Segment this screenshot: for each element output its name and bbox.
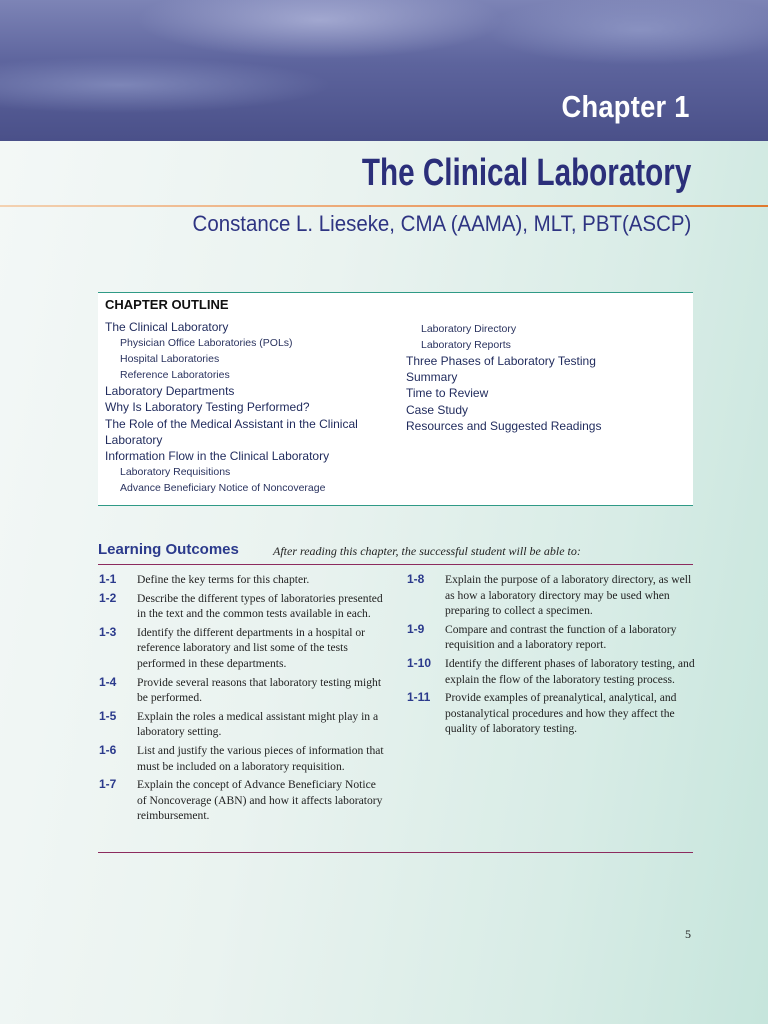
- outline-heading: CHAPTER OUTLINE: [105, 297, 229, 312]
- outline-item: Time to Review: [406, 386, 489, 401]
- outcome-number: 1-11: [407, 690, 431, 705]
- outcome-text: Identify the different phases of laboratory testing, and explain the flow of the laboratory testing process.: [445, 656, 695, 686]
- learning-outcome-item: [98, 591, 388, 622]
- outline-column-left: [105, 319, 395, 496]
- outline-subitem: Reference Laboratories: [120, 369, 230, 382]
- outline-item: The Clinical Laboratory: [105, 320, 229, 334]
- outcome-number: 1-4: [99, 674, 117, 689]
- outcomes-column-right: [406, 572, 696, 740]
- chapter-title: The Clinical Laboratory: [361, 152, 691, 194]
- learning-outcome-item: [98, 777, 388, 824]
- outcome-text: Identify the different departments in a hospital or reference laboratory and list some of the tests performed in these departments.: [137, 625, 366, 670]
- outcome-number: 1-1: [99, 572, 117, 586]
- learning-outcome-item: [406, 690, 696, 737]
- learning-outcome-item: [98, 675, 388, 706]
- outcome-number: 1-6: [99, 742, 117, 757]
- learning-outcome-item: [98, 572, 388, 588]
- outline-subitem: Laboratory Requisitions: [120, 466, 231, 479]
- outcome-text: Compare and contrast the function of a laboratory requisition and a laboratory report.: [445, 622, 677, 652]
- chapter-banner: [0, 0, 768, 141]
- outcomes-column-left: [98, 572, 388, 827]
- learning-outcome-item: [98, 625, 388, 672]
- outline-subitem: Hospital Laboratories: [120, 353, 220, 366]
- outcome-text: Explain the roles a medical assistant might play in a laboratory setting.: [137, 709, 379, 739]
- outline-item: Case Study: [406, 402, 469, 417]
- outcome-text: List and justify the various pieces of information that must be included on a laboratory requisition.: [137, 743, 384, 773]
- learning-outcomes-bottom-rule: [98, 852, 693, 853]
- outcome-text: Provide several reasons that laboratory testing might be performed.: [137, 675, 382, 705]
- outcome-text: Define the key terms for this chapter.: [137, 573, 310, 586]
- outline-subitem: Laboratory Directory: [421, 323, 517, 335]
- outline-item: The Role of the Medical Assistant in the Clinical Laboratory: [105, 416, 358, 447]
- outline-item: Three Phases of Laboratory Testing: [406, 354, 596, 368]
- outline-item: Summary: [406, 370, 458, 385]
- learning-outcomes-heading: Learning Outcomes: [98, 541, 239, 558]
- author-line: Constance L. Lieseke, CMA (AAMA), MLT, PBT(ASCP): [192, 211, 691, 236]
- outcome-text: Explain the purpose of a laboratory directory, as well as how a laboratory directory may be used when preparing to collect a specimen.: [445, 573, 692, 618]
- page-number: 5: [685, 927, 691, 941]
- learning-outcome-item: [406, 622, 696, 653]
- title-divider: [0, 205, 768, 207]
- outline-item: Why Is Laboratory Testing Performed?: [105, 400, 310, 415]
- outcome-number: 1-3: [99, 624, 117, 639]
- outline-item: Laboratory Departments: [105, 384, 235, 399]
- learning-outcomes-subtitle: After reading this chapter, the successful student will be able to:: [273, 544, 581, 558]
- outline-subitem: Physician Office Laboratories (POLs): [120, 337, 293, 350]
- learning-outcome-item: [406, 572, 696, 619]
- chapter-label: Chapter 1: [561, 89, 690, 124]
- outline-subitem: Advance Beneficiary Notice of Noncoverage: [120, 482, 326, 495]
- outcome-number: 1-7: [99, 777, 117, 792]
- outcome-number: 1-5: [99, 708, 117, 723]
- learning-outcomes-top-rule: [98, 564, 693, 565]
- learning-outcome-item: [406, 656, 696, 687]
- outcome-number: 1-9: [407, 621, 425, 636]
- outline-column-right: [406, 321, 686, 434]
- outcome-number: 1-8: [407, 572, 425, 586]
- learning-outcome-item: [98, 743, 388, 774]
- outcome-text: Describe the different types of laboratories presented in the text and the common tests available in each.: [137, 591, 383, 621]
- outcome-number: 1-2: [99, 590, 117, 605]
- outcome-text: Explain the concept of Advance Beneficiary Notice of Noncoverage (ABN) and how it affects laboratory reimbursement.: [137, 778, 383, 823]
- outcome-number: 1-10: [407, 655, 432, 670]
- chapter-outline-box: [98, 292, 693, 506]
- outline-subitem: Laboratory Reports: [421, 339, 511, 351]
- outline-item: Resources and Suggested Readings: [406, 418, 602, 433]
- outline-item: Information Flow in the Clinical Laboratory: [105, 449, 330, 464]
- outcome-text: Provide examples of preanalytical, analytical, and postanalytical procedures and how they affect the quality of laboratory testing.: [445, 691, 677, 736]
- learning-outcome-item: [98, 709, 388, 740]
